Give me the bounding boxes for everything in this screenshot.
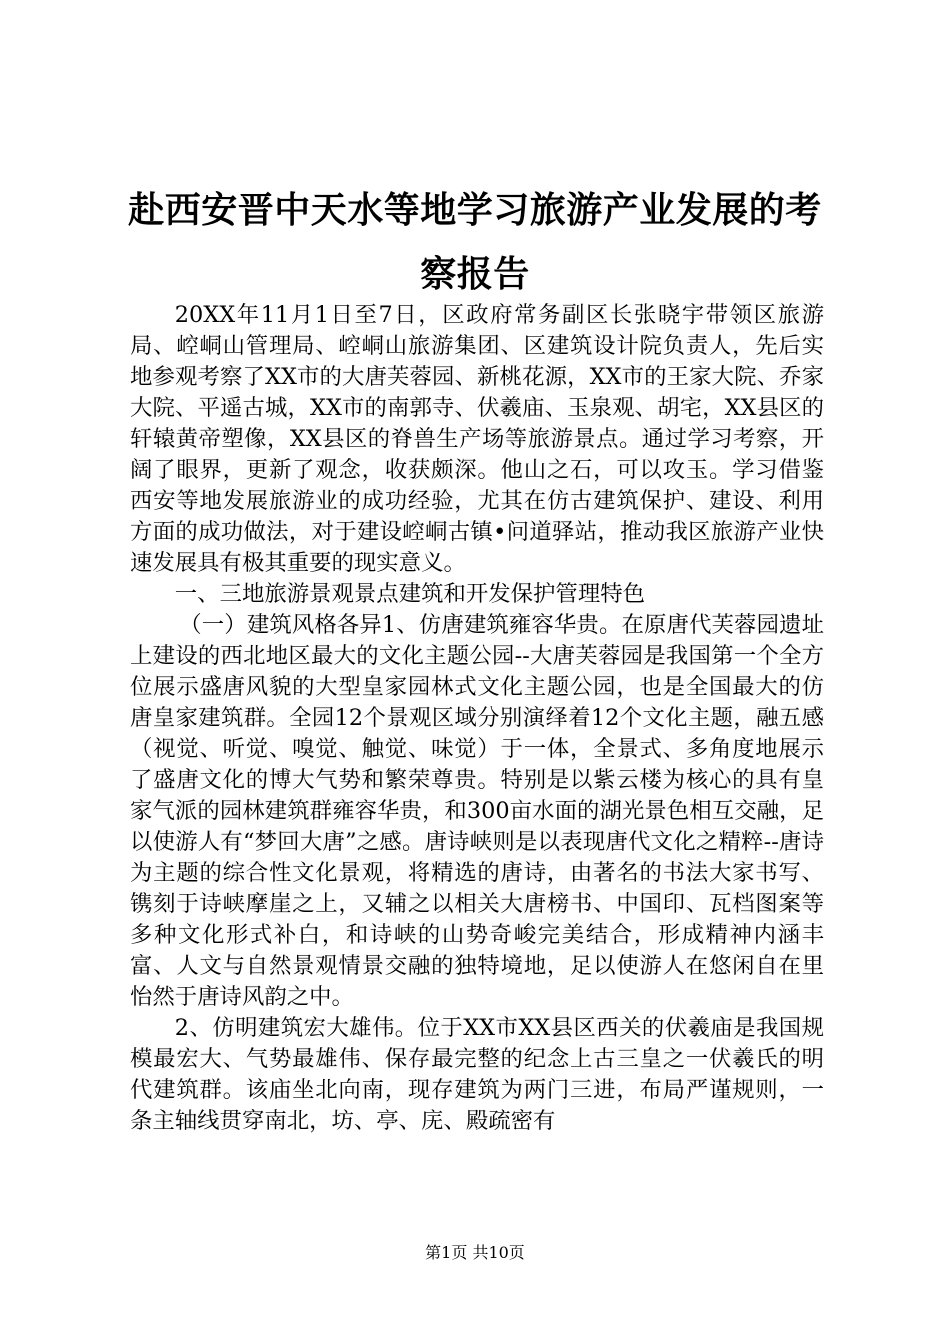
document-title: 赴西安晋中天水等地学习旅游产业发展的考察报告 (128, 189, 822, 295)
document-body (130, 300, 824, 1137)
subsection-paragraph: （一）建筑风格各异1、仿唐建筑雍容华贵。在原唐代芙蓉园遗址上建设的西北地区最大的文化主题公园--大唐芙蓉园是我国第一个全方位展示盛唐风貌的大型皇家园林式文化主题公园，也是全国最大的仿唐皇家建筑群。全园12个景观区域分别演绎着12个文化主题，融五感（视觉、听觉、嗅觉、触觉、味觉）于一体，全景式、多角度地展示了盛唐文化的博大气势和繁荣尊贵。特别是以紫云楼为核心的具有皇家气派的园林建筑群雍容华贵，和300亩水面的湖光景色相互交融，足以使游人有“梦回大唐”之感。唐诗峡则是以表现唐代文化之精粹--唐诗为主题的综合性文化景观，将精选的唐诗，由著名的书法大家书写、镌刻于诗峡摩崖之上，又辅之以相关大唐榜书、中国印、瓦档图案等多种文化形式补白，和诗峡的山势奇峻完美结合，形成精神内涵丰富、人文与自然景观情景交融的独特境地，足以使游人在悠闲自在里怡然于唐诗风韵之中。 (130, 612, 824, 1010)
page-number-footer: 第1页 共10页 (425, 1243, 525, 1262)
body-paragraph: 2、仿明建筑宏大雄伟。位于XX市XX县区西关的伏羲庙是我国规模最宏大、气势最雄伟、保存最完整的纪念上古三皇之一伏羲氏的明代建筑群。该庙坐北向南，现存建筑为两门三进，布局严谨规则，一条主轴线贯穿南北，坊、亭、庑、殿疏密有 (130, 1015, 824, 1134)
intro-paragraph: 20XX年11月1日至7日，区政府常务副区长张晓宇带领区旅游局、崆峒山管理局、崆峒山旅游集团、区建筑设计院负责人，先后实地参观考察了XX市的大唐芙蓉园、新桃花源，XX市的王家大院、乔家大院、平遥古城，XX市的南郭寺、伏羲庙、玉泉观、胡宅，XX县区的轩辕黄帝塑像，XX县区的脊兽生产场等旅游景点。通过学习考察，开阔了眼界，更新了观念，收获颇深。他山之石，可以攻玉。学习借鉴西安等地发展旅游业的成功经验，尤其在仿古建筑保护、建设、利用方面的成功做法，对于建设崆峒古镇•问道驿站，推动我区旅游产业快速发展具有极其重要的现实意义。 (130, 302, 824, 576)
section-heading: 一、三地旅游景观景点建筑和开发保护管理特色 (174, 581, 645, 607)
